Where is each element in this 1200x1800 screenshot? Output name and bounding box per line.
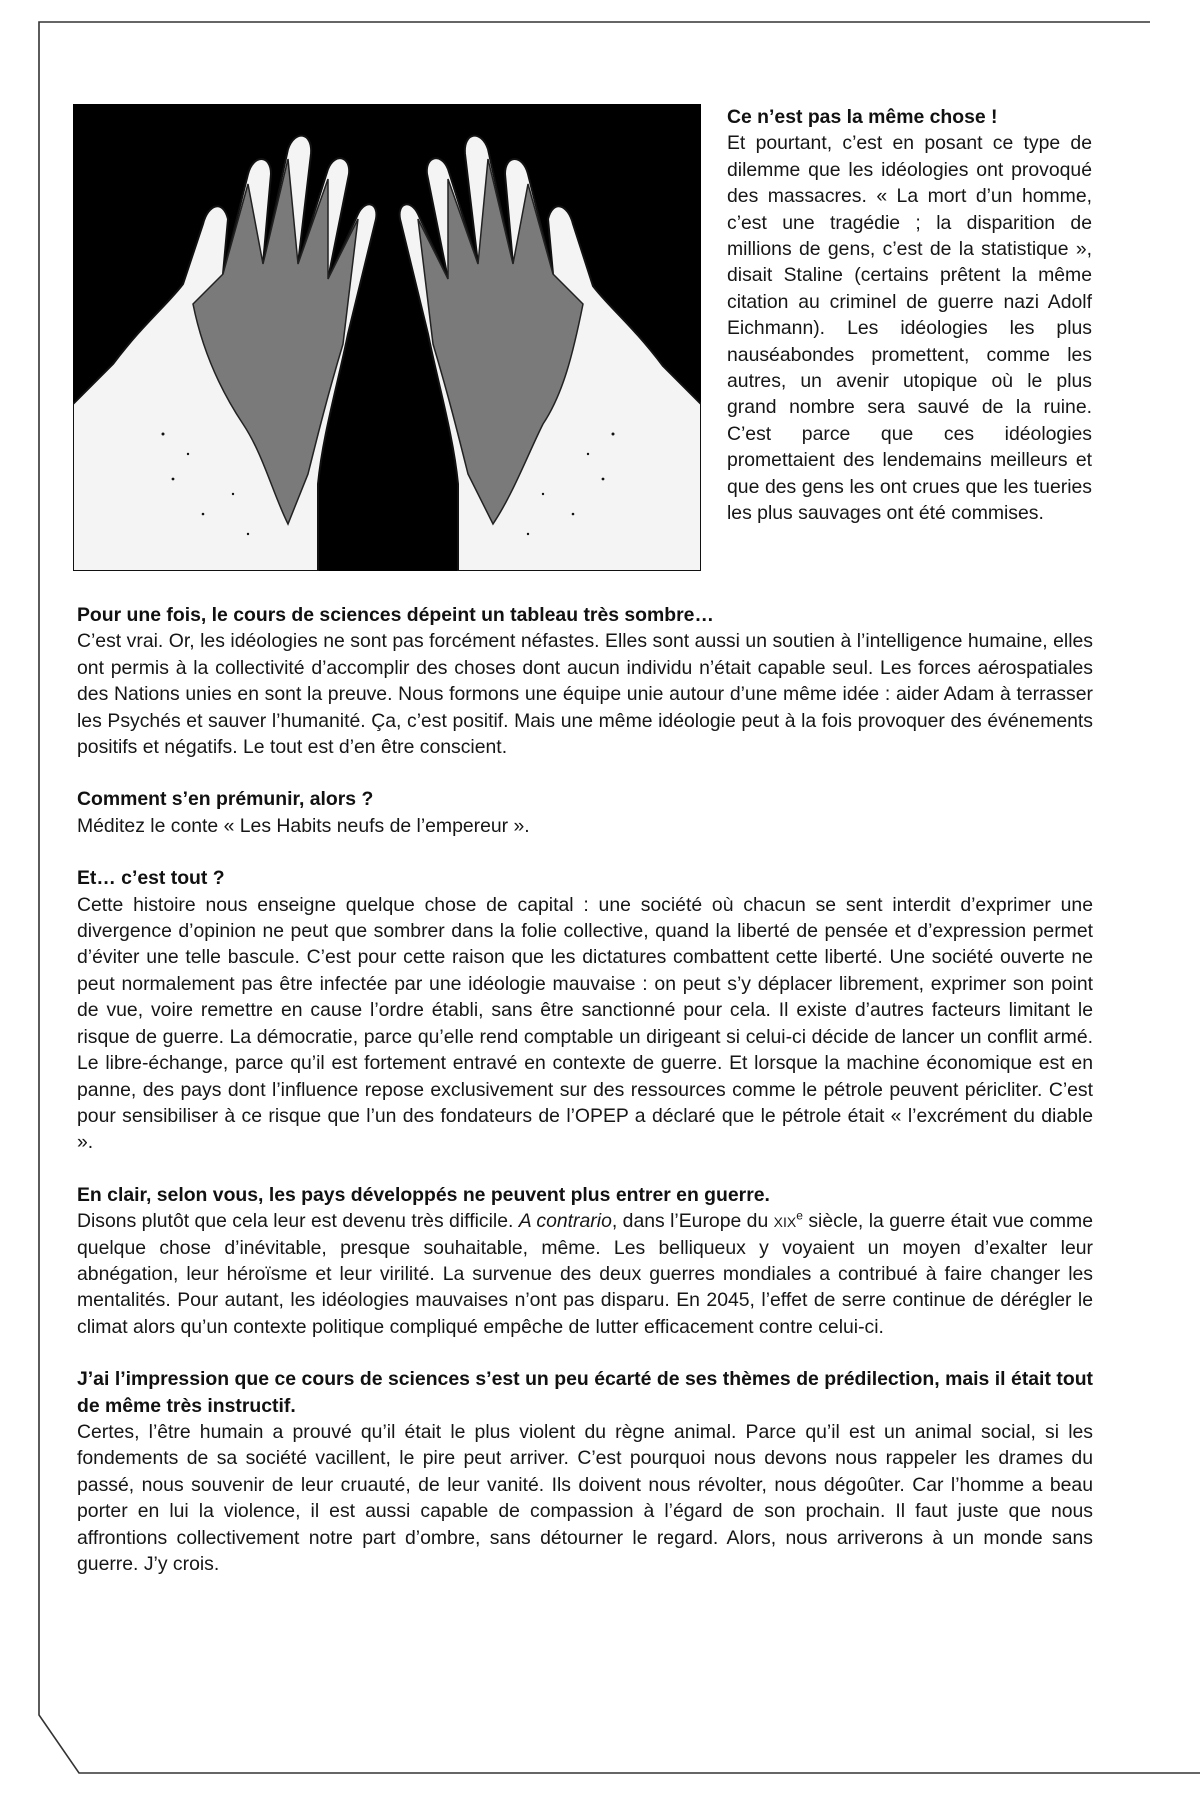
answer-part: , dans l’Europe du xyxy=(611,1210,774,1233)
question: En clair, selon vous, les pays développés ne peuvent plus entrer en guerre. xyxy=(77,1183,770,1206)
hands-illustration xyxy=(73,104,701,571)
body-block xyxy=(77,602,1093,1603)
question: Et… c’est tout ? xyxy=(77,867,225,890)
century-numeral: xix xyxy=(773,1210,797,1233)
century-superscript: e xyxy=(796,1208,803,1223)
answer-part: siècle, la guerre était vue comme quelque chose d’inévitable, presque souhaitable, même. Les belliqueux y voyaient un moyen d’exalter leur abnégation, leur héroïsme et leur virilité. La survenue des deux guerres mondiales a contribué à faire changer les mentalités. Pour autant, les idéologies mauvaises n’ont pas disparu. En 2045, l’effet de serre continue de dérégler le climat alors qu’un contexte politique compliqué empêche de lutter efficacement contre celui-ci. xyxy=(77,1210,1093,1338)
question: Pour une fois, le cours de sciences dépeint un tableau très sombre… xyxy=(77,604,714,626)
question: Comment s’en prémunir, alors ? xyxy=(77,788,374,811)
question: J’ai l’impression que ce cours de sciences s’est un peu écarté de ses thèmes de prédilection, mais il était tout de même très instructif. xyxy=(77,1368,1093,1417)
answer-italic: A contrario xyxy=(518,1210,612,1233)
qa-section-4 xyxy=(77,1182,1093,1340)
intro-answer: Et pourtant, c’est en posant ce type de dilemme que les idéologies ont provoqué des massacres. « La mort d’un homme, c’est une tragédie ; la disparition de millions de gens, c’est de la statistique », disait Staline (certains prêtent la même citation au criminel de guerre nazi Adolf Eichmann). Les idéologies les plus nauséabondes promettent, comme les autres, un avenir utopique où le plus grand nombre sera sauvé de la ruine. C’est parce que ces idéologies promettaient des lendemains meilleurs et que des gens les ont crues que les tueries les plus sauvages ont été commises. xyxy=(727,132,1092,525)
qa-section-3 xyxy=(77,865,1093,1155)
qa-section-5 xyxy=(77,1366,1093,1577)
answer xyxy=(77,1208,1093,1340)
qa-section-2 xyxy=(77,786,1093,839)
qa-section-1 xyxy=(77,602,1093,760)
answer: Méditez le conte « Les Habits neufs de l’empereur ». xyxy=(77,814,530,837)
answer-part: Disons plutôt que cela leur est devenu très difficile. xyxy=(77,1210,519,1233)
intro-question: Ce n’est pas la même chose ! xyxy=(727,106,998,128)
answer: Cette histoire nous enseigne quelque chose de capital : une société où chacun se sent interdit d’exprimer une divergence d’opinion ne peut que sombrer dans la folie collective, quand la liberté de pensée et d’expression permet d’éviter une telle bascule. C’est pour cette raison que les dictatures combattent cette liberté. Une société ouverte ne peut normalement pas être infectée par une idéologie mauvaise : on peut s’y déplacer librement, exprimer son point de vue, voire remettre en cause l’ordre établi, sans être sanctionné pour cela. Il existe d’autres facteurs limitant le risque de guerre. La démocratie, parce qu’elle rend comptable un dirigeant si celui-ci décide de lancer un conflit armé. Le libre-échange, parce qu’il est fortement entravé en contexte de guerre. Et lorsque la machine économique est en panne, des pays dont l’influence repose exclusivement sur des ressources comme le pétrole peuvent péricliter. C’est pour sensibiliser à ce risque que l’un des fondateurs de l’OPEP a déclaré que le pétrole était « l’excrément du diable ». xyxy=(77,893,1093,1154)
answer: Certes, l’être humain a prouvé qu’il était le plus violent du règne animal. Parce qu’il est un animal social, si les fondements de sa société vacillent, le pire peut arriver. C’est pourquoi nous devons nous rappeler les drames du passé, nous souvenir de leur cruauté, de leur vanité. Ils doivent nous révolter, nous dégoûter. Car l’homme a beau porter en lui la violence, il est aussi capable de compassion à l’égard de son prochain. Il faut juste que nous affrontions collectivement notre part d’ombre, sans détourner le regard. Alors, nous arriverons à un monde sans guerre. J’y crois. xyxy=(77,1420,1093,1575)
hands-drawing xyxy=(73,104,701,571)
answer: C’est vrai. Or, les idéologies ne sont pas forcément néfastes. Elles sont aussi un soutien à l’intelligence humaine, elles ont permis à la collectivité d’accomplir des choses dont aucun individu n’était capable seul. Les forces aérospatiales des Nations unies en sont la preuve. Nous formons une équipe unie autour d’une même idée : aider Adam à terrasser les Psychés et sauver l’humanité. Ça, c’est positif. Mais une même idéologie peut à la fois provoquer des événements positifs et négatifs. Le tout est d’en être conscient. xyxy=(77,630,1093,759)
intro-block xyxy=(727,104,1092,527)
